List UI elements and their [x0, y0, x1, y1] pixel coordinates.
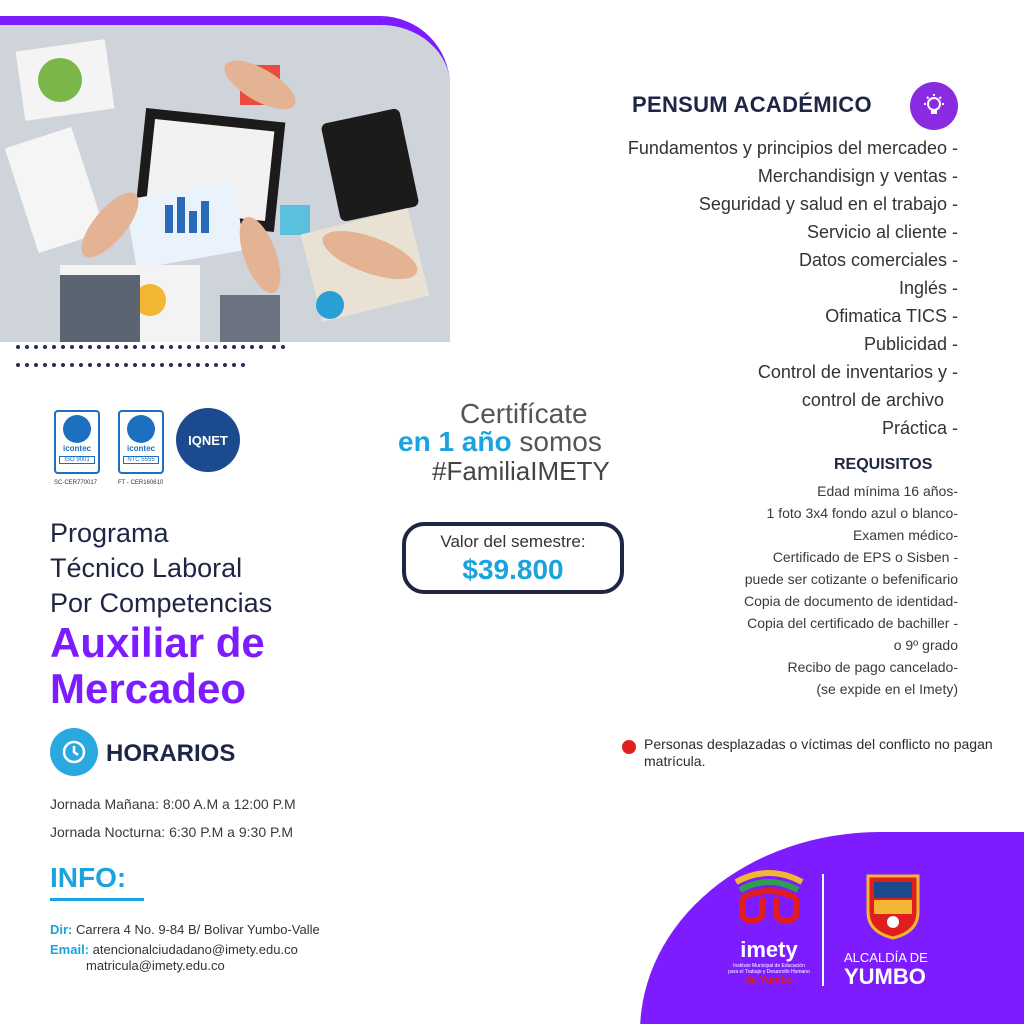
list-item: Edad mínima 16 años- [817, 483, 958, 499]
certificate-line1: Certifícate [460, 398, 588, 429]
certificate-line2 [398, 426, 602, 458]
list-item: o 9º grado [893, 637, 958, 653]
list-item: Examen médico- [852, 527, 958, 543]
iqnet-logo: IQNET [176, 408, 240, 472]
email-label: Email: [50, 942, 90, 957]
list-item: Práctica - [881, 418, 958, 438]
alcaldia-city: YUMBO [844, 964, 926, 989]
alcaldia-label: ALCALDÍA DE [844, 950, 928, 965]
alert-dot-icon [622, 740, 636, 754]
program-line: Técnico Laboral [50, 553, 243, 583]
icontec-label: icontec [126, 444, 155, 453]
icontec-ntc-logo [118, 410, 164, 474]
info-underline [50, 898, 144, 901]
program-line: Por Competencias [50, 588, 273, 618]
email [50, 942, 298, 957]
list-item: Servicio al cliente - [806, 222, 958, 242]
schedule-morning: Jornada Mañana: 8:00 A.M a 12:00 P.M [50, 796, 296, 812]
pensum-list [518, 134, 958, 442]
icontec-code: FT - CER160610 [118, 480, 164, 486]
conflict-note: Personas desplazadas o víctimas del conflicto no pagan matrícula. [644, 736, 993, 769]
imety-subtitle: Instituto Municipal de Educación para el Trabajo y Desarrollo Humano [728, 963, 810, 975]
program-subtitle [50, 516, 272, 621]
clock-icon [50, 728, 98, 776]
price-label: Valor del semestre: [440, 532, 586, 551]
email-secondary[interactable]: matricula@imety.edu.co [86, 958, 225, 973]
info-title: INFO: [50, 862, 127, 893]
imety-emblem-icon [728, 868, 810, 928]
program-title-line: Auxiliar de [50, 619, 265, 666]
list-item: Seguridad y salud en el trabajo - [698, 194, 958, 214]
list-item: Ofimatica TICS - [825, 306, 958, 326]
icontec-standard: ISO 9001 [59, 456, 95, 464]
email-value[interactable]: atencionalciudadano@imety.edu.co [89, 942, 298, 957]
address-label: Dir: [50, 922, 73, 937]
decorative-dots [16, 343, 296, 363]
lightbulb-icon [910, 82, 958, 130]
requisitos-title: REQUISITOS [834, 456, 933, 473]
imety-logo [728, 868, 810, 988]
requisitos-list [558, 480, 958, 700]
list-item: 1 foto 3x4 fondo azul o blanco- [766, 505, 958, 521]
list-item: control de archivo [801, 390, 944, 410]
list-item: Merchandisign y ventas - [757, 166, 958, 186]
icontec-iso-logo [54, 410, 100, 474]
list-item: Inglés - [898, 278, 958, 298]
address [50, 922, 320, 937]
price-box [402, 522, 624, 594]
list-item: Recibo de pago cancelado- [787, 659, 958, 675]
branding-panel [640, 832, 1024, 1024]
list-item: Fundamentos y principios del mercadeo - [627, 138, 958, 158]
icontec-code: SC-CER770017 [54, 480, 98, 486]
pensum-title: PENSUM ACADÉMICO [632, 92, 872, 117]
list-item: Copia del certificado de bachiller - [747, 615, 958, 631]
list-item: puede ser cotizante o befenificario [744, 571, 958, 587]
certificate-hashtag: #FamiliaIMETY [432, 456, 610, 486]
imety-wordmark: imety [740, 937, 798, 962]
price-value: $39.800 [462, 554, 564, 585]
icontec-label: icontec [62, 444, 91, 453]
list-item: Publicidad - [863, 334, 958, 354]
program-title [50, 620, 265, 712]
program-line: Programa [50, 518, 169, 548]
certificate-line2-rest: somos [511, 426, 602, 457]
hero-photo [0, 16, 450, 342]
certificate-highlight: en 1 año [398, 426, 512, 457]
list-item: (se expide en el Imety) [816, 681, 958, 697]
icontec-icon [63, 415, 91, 443]
horarios-title: HORARIOS [106, 740, 236, 767]
yumbo-shield-icon [864, 872, 922, 940]
imety-yumbo: de Yumbo [745, 975, 793, 986]
address-value: Carrera 4 No. 9-84 B/ Bolivar Yumbo-Valle [72, 922, 320, 937]
program-title-line: Mercadeo [50, 665, 247, 712]
divider [822, 874, 824, 986]
schedule-night: Jornada Nocturna: 6:30 P.M a 9:30 P.M [50, 824, 294, 840]
list-item: Datos comerciales - [798, 250, 958, 270]
list-item: Copia de documento de identidad- [743, 593, 958, 609]
list-item: Control de inventarios y - [757, 362, 958, 382]
icontec-icon [127, 415, 155, 443]
list-item: Certificado de EPS o Sisben - [772, 549, 958, 565]
icontec-standard: NTC 5555 [123, 456, 159, 464]
